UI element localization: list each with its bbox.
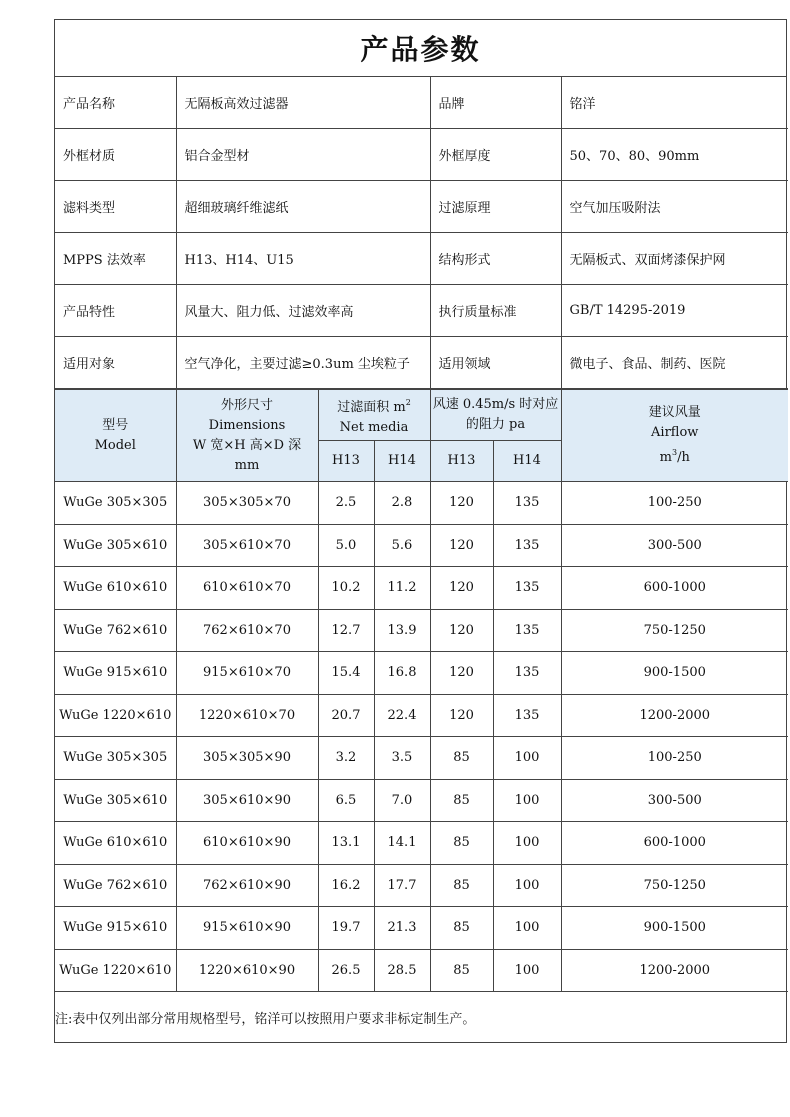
dimensions-cell: 610×610×70 (176, 567, 318, 610)
model-cell: WuGe 610×610 (55, 567, 176, 610)
model-cell: WuGe 915×610 (55, 652, 176, 695)
airflow-header-unit: $m^3/h$ (659, 448, 690, 465)
resistance-h14-cell: 135 (493, 567, 561, 610)
dimensions-cell: 610×610×90 (176, 822, 318, 865)
model-cell: WuGe 762×610 (55, 609, 176, 652)
airflow-cell: 900-1500 (561, 907, 788, 950)
resistance-h13-cell: 85 (430, 779, 493, 822)
spec-label: MPPS 法效率 (55, 233, 176, 285)
spec-row (55, 233, 788, 285)
page-title: 产品参数 (55, 20, 786, 77)
airflow-cell: 900-1500 (561, 652, 788, 695)
dimensions-cell: 915×610×70 (176, 652, 318, 695)
airflow-cell: 100-250 (561, 737, 788, 780)
airflow-cell: 600-1000 (561, 567, 788, 610)
table-row (55, 907, 788, 950)
filter-area-header-cn: 过滤面积 $m^2$ (337, 397, 411, 415)
area-h14-cell: 22.4 (374, 694, 430, 737)
resistance-h13-cell: 120 (430, 609, 493, 652)
resistance-h14-cell: 100 (493, 864, 561, 907)
area-h13-cell: 19.7 (318, 907, 374, 950)
spec-value: 空气加压吸附法 (561, 181, 788, 233)
table-row (55, 737, 788, 780)
airflow-cell: 1200-2000 (561, 694, 788, 737)
resistance-h13-cell: 85 (430, 907, 493, 950)
table-row (55, 694, 788, 737)
airflow-cell: 1200-2000 (561, 949, 788, 992)
spec-row (55, 337, 788, 389)
resistance-header (430, 390, 561, 441)
spec-table (55, 77, 788, 389)
model-cell: WuGe 305×305 (55, 482, 176, 525)
filter-area-header-en: Net media (339, 419, 409, 435)
dimensions-cell: 305×610×70 (176, 524, 318, 567)
airflow-header (561, 390, 788, 482)
area-h13-cell: 6.5 (318, 779, 374, 822)
spec-label: 适用领域 (430, 337, 561, 389)
spec-label: 外框厚度 (430, 129, 561, 181)
resistance-h14-cell: 100 (493, 822, 561, 865)
spec-value: 风量大、阻力低、过滤效率高 (176, 285, 430, 337)
spec-label: 产品特性 (55, 285, 176, 337)
area-h13-cell: 15.4 (318, 652, 374, 695)
dimensions-header-en: Dimensions (208, 417, 286, 433)
resistance-h13-cell: 120 (430, 694, 493, 737)
table-row (55, 949, 788, 992)
resistance-h14-cell: 135 (493, 694, 561, 737)
model-cell: WuGe 915×610 (55, 907, 176, 950)
spec-label: 适用对象 (55, 337, 176, 389)
model-header-cn: 型号 (102, 417, 129, 433)
spec-value: 微电子、食品、制药、医院 (561, 337, 788, 389)
spec-value: 铭洋 (561, 77, 788, 129)
resistance-h14-cell: 135 (493, 524, 561, 567)
spec-row (55, 129, 788, 181)
spec-value: 空气净化，主要过滤≥0.3um 尘埃粒子 (176, 337, 430, 389)
spec-row (55, 181, 788, 233)
spec-value: 铝合金型材 (176, 129, 430, 181)
spec-label: 结构形式 (430, 233, 561, 285)
resistance-h14-cell: 135 (493, 609, 561, 652)
resistance-h13-cell: 120 (430, 652, 493, 695)
airflow-cell: 600-1000 (561, 822, 788, 865)
spec-value: GB/T 14295-2019 (561, 285, 788, 337)
model-cell: WuGe 610×610 (55, 822, 176, 865)
resistance-h13-header: H13 (430, 441, 493, 482)
resistance-h14-header: H14 (493, 441, 561, 482)
area-h14-header: H14 (374, 441, 430, 482)
airflow-cell: 100-250 (561, 482, 788, 525)
airflow-cell: 750-1250 (561, 609, 788, 652)
model-cell: WuGe 1220×610 (55, 694, 176, 737)
area-h13-cell: 2.5 (318, 482, 374, 525)
model-cell: WuGe 305×610 (55, 524, 176, 567)
filter-area-header (318, 390, 430, 441)
resistance-h13-cell: 120 (430, 482, 493, 525)
resistance-h14-cell: 100 (493, 779, 561, 822)
dimensions-cell: 1220×610×70 (176, 694, 318, 737)
footnote: 注:表中仅列出部分常用规格型号，铭洋可以按照用户要求非标定制生产。 (55, 1011, 476, 1027)
dimensions-cell: 305×305×90 (176, 737, 318, 780)
resistance-header-line1: 风速 0.45m/s 时对应 (432, 397, 559, 412)
airflow-header-en: Airflow (651, 425, 699, 440)
area-h14-cell: 7.0 (374, 779, 430, 822)
area-h13-header: H13 (318, 441, 374, 482)
spec-label: 品牌 (430, 77, 561, 129)
table-row (55, 524, 788, 567)
area-h14-cell: 13.9 (374, 609, 430, 652)
airflow-header-cn: 建议风量 (648, 405, 701, 420)
model-table (55, 389, 788, 992)
resistance-header-line2: 的阻力 pa (465, 417, 526, 432)
area-h13-cell: 26.5 (318, 949, 374, 992)
spec-value: 50、70、80、90mm (561, 129, 788, 181)
resistance-h13-cell: 85 (430, 822, 493, 865)
table-row (55, 652, 788, 695)
spec-value: 超细玻璃纤维滤纸 (176, 181, 430, 233)
table-row (55, 864, 788, 907)
dimensions-cell: 915×610×90 (176, 907, 318, 950)
dimensions-cell: 762×610×70 (176, 609, 318, 652)
area-h14-cell: 5.6 (374, 524, 430, 567)
dimensions-header-whd: W 宽×H 高×D 深 (192, 437, 302, 453)
product-parameter-sheet (54, 19, 787, 1043)
model-cell: WuGe 762×610 (55, 864, 176, 907)
dimensions-cell: 762×610×90 (176, 864, 318, 907)
airflow-cell: 300-500 (561, 779, 788, 822)
model-cell: WuGe 305×610 (55, 779, 176, 822)
spec-label: 执行质量标准 (430, 285, 561, 337)
model-cell: WuGe 305×305 (55, 737, 176, 780)
resistance-h13-cell: 85 (430, 864, 493, 907)
area-h14-cell: 3.5 (374, 737, 430, 780)
spec-label: 外框材质 (55, 129, 176, 181)
resistance-h13-cell: 120 (430, 524, 493, 567)
area-h13-cell: 5.0 (318, 524, 374, 567)
airflow-cell: 300-500 (561, 524, 788, 567)
dimensions-cell: 1220×610×90 (176, 949, 318, 992)
resistance-h14-cell: 100 (493, 737, 561, 780)
area-h14-cell: 28.5 (374, 949, 430, 992)
table-row (55, 482, 788, 525)
dimensions-header (176, 390, 318, 482)
resistance-h13-cell: 120 (430, 567, 493, 610)
table-row (55, 779, 788, 822)
spec-row (55, 285, 788, 337)
spec-label: 滤料类型 (55, 181, 176, 233)
area-h13-cell: 12.7 (318, 609, 374, 652)
dimensions-cell: 305×610×90 (176, 779, 318, 822)
area-h13-cell: 13.1 (318, 822, 374, 865)
dimensions-header-cn: 外形尺寸 (220, 397, 273, 413)
model-header-en: Model (94, 437, 136, 453)
area-h13-cell: 20.7 (318, 694, 374, 737)
area-h14-cell: 2.8 (374, 482, 430, 525)
resistance-h14-cell: 100 (493, 949, 561, 992)
spec-label: 过滤原理 (430, 181, 561, 233)
dimensions-cell: 305×305×70 (176, 482, 318, 525)
area-h14-cell: 21.3 (374, 907, 430, 950)
spec-value: 无隔板式、双面烤漆保护网 (561, 233, 788, 285)
spec-row (55, 77, 788, 129)
resistance-h14-cell: 100 (493, 907, 561, 950)
table-row (55, 822, 788, 865)
area-h14-cell: 16.8 (374, 652, 430, 695)
model-header (55, 390, 176, 482)
spec-label: 产品名称 (55, 77, 176, 129)
area-h13-cell: 10.2 (318, 567, 374, 610)
area-h13-cell: 3.2 (318, 737, 374, 780)
area-h13-cell: 16.2 (318, 864, 374, 907)
airflow-cell: 750-1250 (561, 864, 788, 907)
area-h14-cell: 17.7 (374, 864, 430, 907)
resistance-h13-cell: 85 (430, 737, 493, 780)
area-h14-cell: 14.1 (374, 822, 430, 865)
dimensions-header-unit: mm (234, 457, 260, 473)
area-h14-cell: 11.2 (374, 567, 430, 610)
resistance-h14-cell: 135 (493, 652, 561, 695)
spec-value: 无隔板高效过滤器 (176, 77, 430, 129)
spec-value: H13、H14、U15 (176, 233, 430, 285)
model-cell: WuGe 1220×610 (55, 949, 176, 992)
table-row (55, 609, 788, 652)
resistance-h13-cell: 85 (430, 949, 493, 992)
table-row (55, 567, 788, 610)
resistance-h14-cell: 135 (493, 482, 561, 525)
